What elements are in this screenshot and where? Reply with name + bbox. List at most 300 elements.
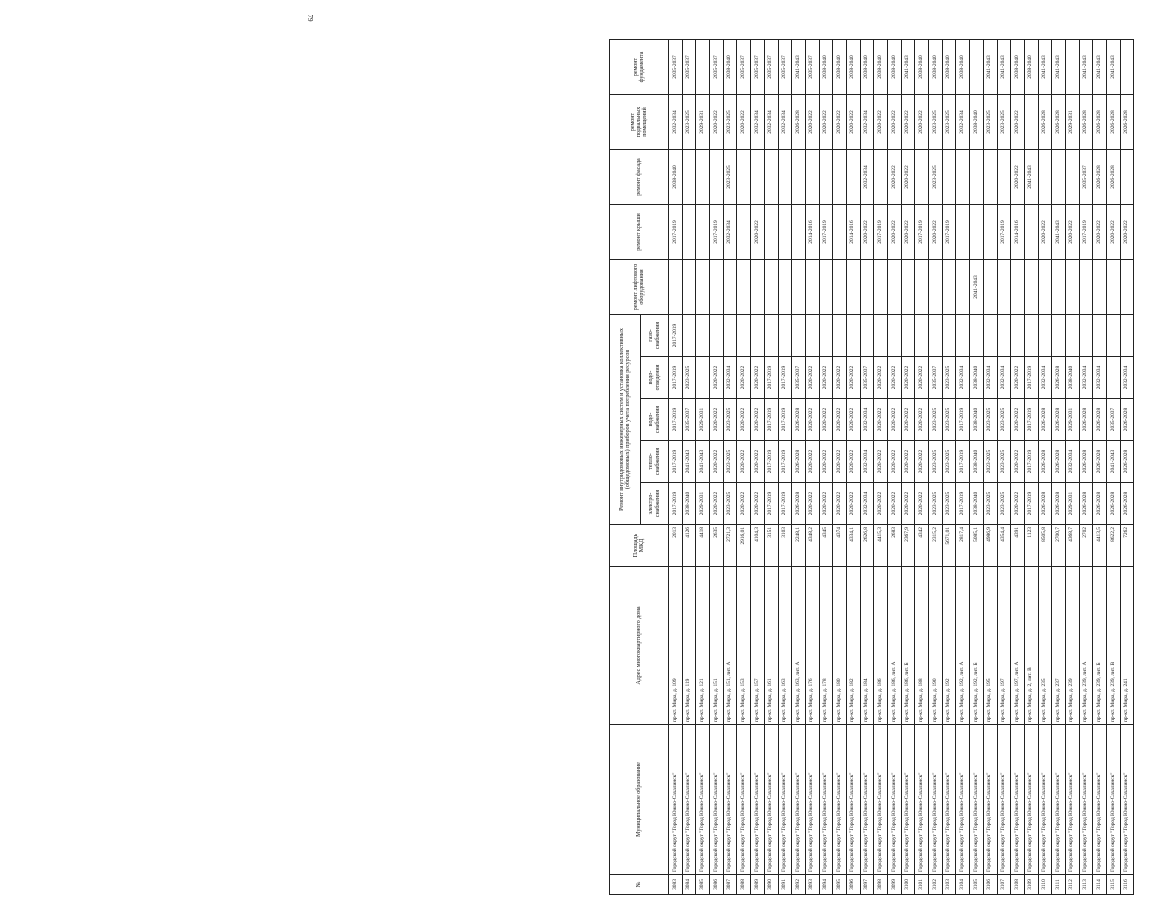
facade-cell [1038,150,1052,205]
facade-cell: 2023-2025 [723,150,737,205]
foundation-cell: 2041-2043 [983,40,997,95]
row-number: 3116 [1120,875,1134,895]
gas-cell [1052,315,1066,357]
elevator-cell [710,260,724,315]
header-no: № [610,875,669,895]
row-number: 3102 [929,875,943,895]
address-cell: пр-кт. Мира, д. 161 [764,567,778,725]
address-cell: пр-кт. Мира, д. 151, лит. А [723,567,737,725]
municipality-cell: Городской округ "Город Южно-Сахалинск" [901,725,915,875]
roof-cell [764,205,778,260]
water-supply-cell: 2023-2025 [997,399,1011,441]
water-disposal-cell: 2017-2019 [778,357,792,399]
roof-cell: 2020-2022 [929,205,943,260]
heat-cell: 2020-2022 [737,441,751,483]
electro-cell: 2029-2031 [696,483,710,525]
roof-cell: 2017-2019 [915,205,929,260]
municipality-cell: Городской округ "Город Южно-Сахалинск" [682,725,696,875]
foundation-cell: 2038-2040 [1024,40,1038,95]
elevator-cell [997,260,1011,315]
electro-cell: 2017-2019 [956,483,970,525]
address-cell: пр-кт. Мира, д. 192 [942,567,956,725]
area-cell: 4126 [682,525,696,567]
foundation-cell [696,40,710,95]
address-cell: пр-кт. Мира, д. 2, лит. В [1024,567,1038,725]
basement-cell: 2023-2025 [682,95,696,150]
electro-cell: 2020-2022 [888,483,902,525]
facade-cell [696,150,710,205]
gas-cell [1011,315,1025,357]
basement-cell: 2020-2022 [737,95,751,150]
electro-cell: 2020-2022 [1011,483,1025,525]
header-elevator: ремонт лифтового оборудования [610,260,669,315]
water-supply-cell: 2026-2028 [1079,399,1093,441]
table-row [942,40,956,895]
roof-cell: 2020-2022 [1065,205,1079,260]
electro-cell: 2026-2028 [1093,483,1107,525]
water-supply-cell: 2023-2025 [942,399,956,441]
table-row [792,40,806,895]
foundation-cell: 2035-2037 [737,40,751,95]
foundation-cell: 2038-2040 [874,40,888,95]
area-cell: 4334,1 [846,525,860,567]
water-disposal-cell: 2020-2022 [1011,357,1025,399]
elevator-cell [956,260,970,315]
table-row [970,40,984,895]
water-supply-cell: 2035-2037 [682,399,696,441]
basement-cell: 2029-2031 [696,95,710,150]
gas-cell [997,315,1011,357]
roof-cell: 2020-2022 [1107,205,1121,260]
basement-cell: 2020-2022 [846,95,860,150]
municipality-cell: Городской округ "Город Южно-Сахалинск" [723,725,737,875]
gas-cell [805,315,819,357]
foundation-cell: 2038-2040 [888,40,902,95]
foundation-cell: 2038-2040 [942,40,956,95]
water-supply-cell: 2017-2019 [764,399,778,441]
roof-cell: 2017-2019 [819,205,833,260]
row-number: 3087 [723,875,737,895]
basement-cell: 2020-2022 [901,95,915,150]
address-cell: пр-кт. Мира, д. 184 [860,567,874,725]
heat-cell: 2020-2022 [1011,441,1025,483]
water-disposal-cell: 2032-2034 [983,357,997,399]
table-row [778,40,792,895]
foundation-cell: 2035-2037 [751,40,765,95]
address-cell: пр-кт. Мира, д. 188 [915,567,929,725]
municipality-cell: Городской округ "Город Южно-Сахалинск" [764,725,778,875]
gas-cell [737,315,751,357]
facade-cell [819,150,833,205]
municipality-cell: Городской округ "Город Южно-Сахалинск" [792,725,806,875]
electro-cell: 2032-2034 [860,483,874,525]
roof-cell: 2020-2022 [1038,205,1052,260]
foundation-cell: 2038-2040 [956,40,970,95]
electro-cell: 2020-2022 [819,483,833,525]
area-cell: 2916,01 [737,525,751,567]
electro-cell: 2017-2019 [778,483,792,525]
area-cell: 2700,7 [1052,525,1066,567]
water-supply-cell: 2020-2022 [915,399,929,441]
address-cell: пр-кт. Мира, д. 109 [669,567,683,725]
heat-cell: 2017-2019 [1024,441,1038,483]
facade-cell: 2032-2034 [860,150,874,205]
water-disposal-cell [1107,357,1121,399]
header-facade: ремонт фасада [610,150,669,205]
address-cell: пр-кт. Мира, д. 241 [1120,567,1134,725]
area-cell: 2013 [669,525,683,567]
water-disposal-cell: 2035-2037 [929,357,943,399]
elevator-cell [778,260,792,315]
roof-cell: 2032-2034 [723,205,737,260]
municipality-cell: Городской округ "Город Южно-Сахалинск" [669,725,683,875]
row-number: 3096 [846,875,860,895]
heat-cell: 2026-2028 [1093,441,1107,483]
roof-cell: 2020-2022 [1093,205,1107,260]
facade-cell [805,150,819,205]
elevator-cell [669,260,683,315]
header-address: Адрес многоквартирного дома [610,567,669,725]
heat-cell: 2020-2022 [819,441,833,483]
row-number: 3104 [956,875,970,895]
gas-cell [764,315,778,357]
address-cell: пр-кт. Мира, д. 176 [805,567,819,725]
electro-cell: 2026-2028 [1052,483,1066,525]
gas-cell [1079,315,1093,357]
elevator-cell [792,260,806,315]
water-disposal-cell: 2020-2022 [874,357,888,399]
elevator-cell [682,260,696,315]
table-row [983,40,997,895]
table-row [1065,40,1079,895]
row-number: 3092 [792,875,806,895]
electro-cell: 2020-2022 [710,483,724,525]
electro-cell: 2020-2022 [833,483,847,525]
water-supply-cell: 2026-2028 [1052,399,1066,441]
water-supply-cell: 2026-2028 [792,399,806,441]
water-disposal-cell: 2035-2037 [792,357,806,399]
area-cell: 2817,4 [956,525,970,567]
foundation-cell: 2038-2040 [929,40,943,95]
water-disposal-cell: 2023-2025 [682,357,696,399]
table-row [1011,40,1025,895]
heat-cell: 2017-2019 [764,441,778,483]
municipality-cell: Городской округ "Город Южно-Сахалинск" [970,725,984,875]
gas-cell [970,315,984,357]
heat-cell: 2023-2025 [942,441,956,483]
elevator-cell [1052,260,1066,315]
electro-cell: 2026-2028 [1038,483,1052,525]
table-row [682,40,696,895]
basement-cell: 2029-2031 [1065,95,1079,150]
roof-cell: 2041-2043 [1052,205,1066,260]
heat-cell: 2020-2022 [846,441,860,483]
page-number: 79 [306,14,314,22]
row-number: 3108 [1011,875,1025,895]
water-disposal-cell: 2017-2019 [669,357,683,399]
foundation-cell: 2035-2037 [682,40,696,95]
area-cell: 8622,2 [1107,525,1121,567]
gas-cell [1093,315,1107,357]
row-number: 3112 [1065,875,1079,895]
elevator-cell: 2041-2043 [970,260,984,315]
electro-cell: 2026-2028 [792,483,806,525]
table-row [915,40,929,895]
facade-cell [764,150,778,205]
water-supply-cell: 2017-2019 [778,399,792,441]
address-cell: пр-кт. Мира, д. 197, лит. А [1011,567,1025,725]
roof-cell: 2020-2022 [901,205,915,260]
row-number: 3113 [1079,875,1093,895]
gas-cell [874,315,888,357]
electro-cell: 2020-2022 [874,483,888,525]
row-number: 3114 [1093,875,1107,895]
area-cell: 4342 [915,525,929,567]
foundation-cell [970,40,984,95]
heat-cell: 2020-2022 [915,441,929,483]
row-number: 3086 [710,875,724,895]
gas-cell [1065,315,1079,357]
header-electro: электро-снабжения [641,483,669,525]
roof-cell: 2020-2022 [860,205,874,260]
foundation-cell: 2041-2043 [997,40,1011,95]
heat-cell: 2041-2043 [682,441,696,483]
address-cell: пр-кт. Мира, д. 163 [778,567,792,725]
water-disposal-cell: 2020-2022 [888,357,902,399]
water-supply-cell: 2020-2022 [805,399,819,441]
gas-cell [915,315,929,357]
table-row [956,40,970,895]
heat-cell: 2026-2028 [792,441,806,483]
roof-cell: 2014-2016 [846,205,860,260]
basement-cell: 2023-2025 [723,95,737,150]
gas-cell [942,315,956,357]
address-cell: пр-кт. Мира, д. 119 [682,567,696,725]
foundation-cell: 2038-2040 [819,40,833,95]
electro-cell: 2020-2022 [751,483,765,525]
area-cell: 2635 [710,525,724,567]
roof-cell [737,205,751,260]
heat-cell: 2026-2028 [1079,441,1093,483]
municipality-cell: Городской округ "Город Южно-Сахалинск" [710,725,724,875]
elevator-cell [860,260,874,315]
municipality-cell: Городской округ "Город Южно-Сахалинск" [997,725,1011,875]
table-row [1052,40,1066,895]
electro-cell: 2020-2022 [846,483,860,525]
water-supply-cell: 2020-2022 [833,399,847,441]
gas-cell [1120,315,1134,357]
row-number: 3085 [696,875,710,895]
facade-cell [970,150,984,205]
area-cell: 4413,5 [1093,525,1107,567]
roof-cell: 2017-2019 [997,205,1011,260]
elevator-cell [901,260,915,315]
elevator-cell [1120,260,1134,315]
electro-cell: 2026-2028 [1107,483,1121,525]
gas-cell [723,315,737,357]
address-cell: пр-кт. Мира, д. 235 [1038,567,1052,725]
water-disposal-cell: 2017-2019 [1024,357,1038,399]
basement-cell: 2026-2028 [1079,95,1093,150]
table-body [669,40,1134,895]
foundation-cell: 2041-2043 [1038,40,1052,95]
gas-cell [929,315,943,357]
water-disposal-cell: 2020-2022 [710,357,724,399]
table-row [1079,40,1093,895]
address-cell: пр-кт. Мира, д. 190 [929,567,943,725]
water-disposal-cell: 2038-2040 [1065,357,1079,399]
municipality-cell: Городской округ "Город Южно-Сахалинск" [751,725,765,875]
facade-cell: 2026-2028 [1093,150,1107,205]
roof-cell: 2014-2016 [1011,205,1025,260]
heat-cell: 2020-2022 [901,441,915,483]
gas-cell [778,315,792,357]
electro-cell: 2017-2019 [669,483,683,525]
header-heat: тепло-снабжения [641,441,669,483]
electro-cell: 2023-2025 [929,483,943,525]
row-number: 3115 [1107,875,1121,895]
roof-cell [792,205,806,260]
water-disposal-cell: 2023-2025 [942,357,956,399]
facade-cell [942,150,956,205]
municipality-cell: Городской округ "Город Южно-Сахалинск" [1011,725,1025,875]
water-supply-cell: 2020-2022 [901,399,915,441]
roof-cell: 2017-2019 [874,205,888,260]
gas-cell [888,315,902,357]
table-row [1038,40,1052,895]
area-cell: 1123 [1024,525,1038,567]
facade-cell [983,150,997,205]
electro-cell: 2038-2040 [970,483,984,525]
area-cell: 4418 [696,525,710,567]
roof-cell [696,205,710,260]
foundation-cell: 2035-2037 [669,40,683,95]
municipality-cell: Городской округ "Город Южно-Сахалинск" [778,725,792,875]
header-systems-group: Ремонт внутридомовых инженерных систем и установка коллективных (общедомовых) приборов учета потребления ресурсов [610,315,641,525]
water-supply-cell: 2023-2025 [723,399,737,441]
water-supply-cell: 2020-2022 [846,399,860,441]
gas-cell [1107,315,1121,357]
row-number: 3094 [819,875,833,895]
water-supply-cell: 2020-2022 [751,399,765,441]
roof-cell [956,205,970,260]
roof-cell: 2020-2022 [751,205,765,260]
water-supply-cell: 2023-2025 [983,399,997,441]
heat-cell: 2023-2025 [983,441,997,483]
facade-cell [778,150,792,205]
municipality-cell: Городской округ "Город Южно-Сахалинск" [929,725,943,875]
roof-cell: 2014-2016 [805,205,819,260]
municipality-cell: Городской округ "Город Южно-Сахалинск" [874,725,888,875]
electro-cell: 2017-2019 [1024,483,1038,525]
gas-cell: 2017-2019 [669,315,683,357]
water-disposal-cell: 2020-2022 [846,357,860,399]
area-cell: 5085,1 [970,525,984,567]
facade-cell [874,150,888,205]
municipality-cell: Городской округ "Город Южно-Сахалинск" [915,725,929,875]
water-disposal-cell: 2017-2019 [764,357,778,399]
table-row [751,40,765,895]
water-supply-cell: 2026-2028 [1093,399,1107,441]
water-supply-cell: 2017-2019 [956,399,970,441]
water-disposal-cell: 2020-2022 [751,357,765,399]
basement-cell: 2020-2022 [874,95,888,150]
roof-cell [970,205,984,260]
municipality-cell: Городской округ "Город Южно-Сахалинск" [833,725,847,875]
foundation-cell: 2038-2040 [723,40,737,95]
facade-cell: 2023-2025 [929,150,943,205]
heat-cell: 2041-2043 [696,441,710,483]
electro-cell: 2020-2022 [901,483,915,525]
heat-cell: 2020-2022 [833,441,847,483]
gas-cell [696,315,710,357]
roof-cell: 2020-2022 [888,205,902,260]
elevator-cell [915,260,929,315]
basement-cell: 2032-2034 [764,95,778,150]
row-number: 3111 [1052,875,1066,895]
water-supply-cell: 2029-2031 [696,399,710,441]
municipality-cell: Городской округ "Город Южно-Сахалинск" [1038,725,1052,875]
heat-cell: 2020-2022 [888,441,902,483]
row-number: 3091 [778,875,792,895]
roof-cell: 2017-2019 [669,205,683,260]
municipality-cell: Городской округ "Город Южно-Сахалинск" [983,725,997,875]
area-cell: 2721,3 [723,525,737,567]
water-supply-cell: 2017-2019 [669,399,683,441]
gas-cell [846,315,860,357]
address-cell: пр-кт. Мира, д. 239 [1065,567,1079,725]
water-supply-cell: 2020-2022 [737,399,751,441]
foundation-cell [1120,40,1134,95]
table-row [723,40,737,895]
elevator-cell [846,260,860,315]
water-disposal-cell: 2032-2034 [1120,357,1134,399]
elevator-cell [1038,260,1052,315]
basement-cell: 2026-2028 [1120,95,1134,150]
heat-cell: 2020-2022 [805,441,819,483]
electro-cell: 2026-2028 [1079,483,1093,525]
row-number: 3095 [833,875,847,895]
area-cell: 3151 [764,525,778,567]
elevator-cell [942,260,956,315]
gas-cell [1024,315,1038,357]
municipality-cell: Городской округ "Город Южно-Сахалинск" [805,725,819,875]
foundation-cell: 2041-2043 [901,40,915,95]
gas-cell [792,315,806,357]
elevator-cell [737,260,751,315]
facade-cell [682,150,696,205]
row-number: 3110 [1038,875,1052,895]
address-cell: пр-кт. Мира, д. 157 [751,567,765,725]
row-number: 3105 [970,875,984,895]
basement-cell: 2020-2022 [888,95,902,150]
heat-cell: 2038-2040 [970,441,984,483]
heat-cell: 2023-2025 [723,441,737,483]
basement-cell: 2032-2034 [669,95,683,150]
facade-cell: 2020-2022 [901,150,915,205]
header-roof: ремонт крыши [610,205,669,260]
table-row [1120,40,1134,895]
basement-cell: 2032-2034 [860,95,874,150]
municipality-cell: Городской округ "Город Южно-Сахалинск" [1120,725,1134,875]
water-disposal-cell: 2032-2034 [1079,357,1093,399]
basement-cell: 2020-2022 [710,95,724,150]
municipality-cell: Городской округ "Город Южно-Сахалинск" [737,725,751,875]
basement-cell: 2020-2022 [833,95,847,150]
electro-cell: 2020-2022 [805,483,819,525]
heat-cell: 2023-2025 [997,441,1011,483]
foundation-cell: 2038-2040 [915,40,929,95]
